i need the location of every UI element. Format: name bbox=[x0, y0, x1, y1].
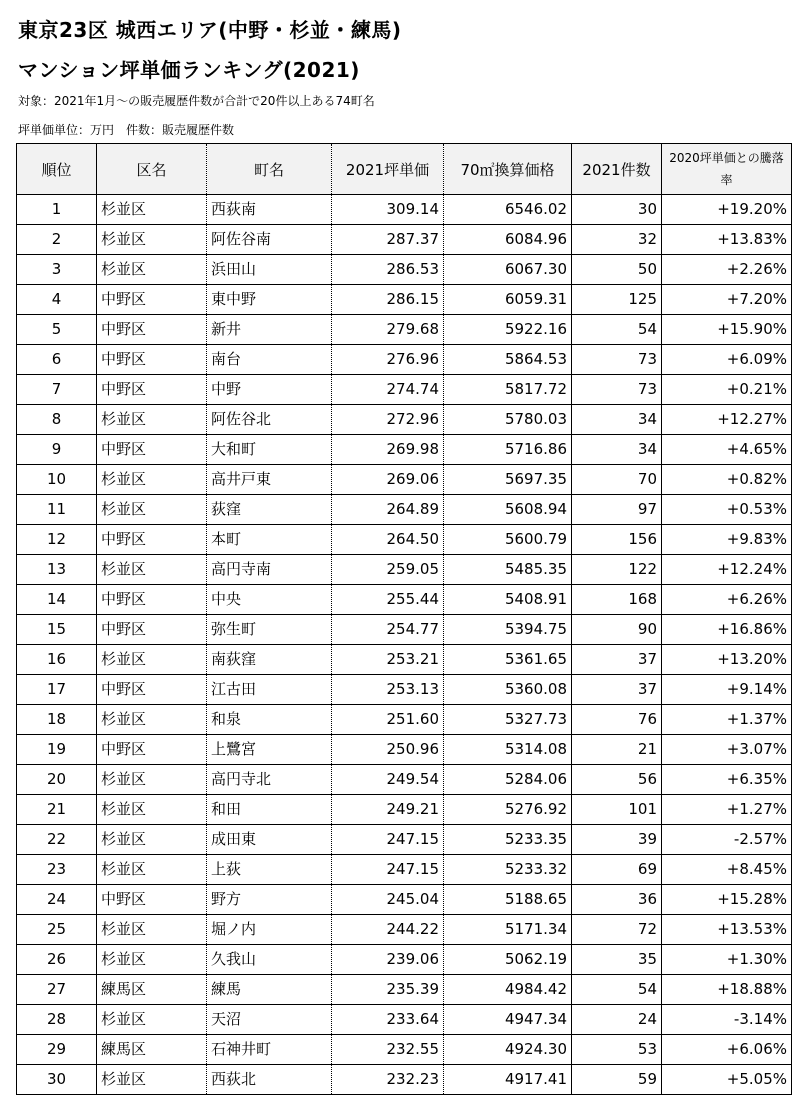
cell-rank: 29 bbox=[17, 1035, 97, 1065]
cell-rank: 19 bbox=[17, 735, 97, 765]
cell-change-rate: +0.82% bbox=[662, 465, 792, 495]
table-row bbox=[17, 855, 792, 885]
cell-rank: 9 bbox=[17, 435, 97, 465]
cell-change-rate: +8.45% bbox=[662, 855, 792, 885]
cell-price: 274.74 bbox=[332, 375, 444, 405]
cell-town: 成田東 bbox=[207, 825, 332, 855]
cell-price: 286.53 bbox=[332, 255, 444, 285]
cell-rank: 6 bbox=[17, 345, 97, 375]
cell-change-rate: +7.20% bbox=[662, 285, 792, 315]
cell-change-rate: +13.20% bbox=[662, 645, 792, 675]
cell-ward: 練馬区 bbox=[97, 975, 207, 1005]
cell-change-rate: +16.86% bbox=[662, 615, 792, 645]
cell-price: 279.68 bbox=[332, 315, 444, 345]
cell-rank: 4 bbox=[17, 285, 97, 315]
cell-estimate: 5716.86 bbox=[444, 435, 572, 465]
table-row bbox=[17, 435, 792, 465]
cell-count: 101 bbox=[572, 795, 662, 825]
cell-estimate: 5608.94 bbox=[444, 495, 572, 525]
cell-rank: 8 bbox=[17, 405, 97, 435]
cell-town: 新井 bbox=[207, 315, 332, 345]
cell-change-rate: +1.30% bbox=[662, 945, 792, 975]
cell-rank: 25 bbox=[17, 915, 97, 945]
cell-price: 239.06 bbox=[332, 945, 444, 975]
cell-ward: 杉並区 bbox=[97, 765, 207, 795]
cell-price: 232.23 bbox=[332, 1065, 444, 1095]
cell-ward: 杉並区 bbox=[97, 495, 207, 525]
cell-count: 73 bbox=[572, 345, 662, 375]
table-row bbox=[17, 675, 792, 705]
unit-note: 坪単価単位：万円 件数：販売履歴件数 bbox=[18, 123, 235, 137]
table-row bbox=[17, 1035, 792, 1065]
cell-price: 287.37 bbox=[332, 225, 444, 255]
cell-count: 56 bbox=[572, 765, 662, 795]
table-row bbox=[17, 885, 792, 915]
cell-change-rate: +1.27% bbox=[662, 795, 792, 825]
cell-rank: 3 bbox=[17, 255, 97, 285]
cell-town: 天沼 bbox=[207, 1005, 332, 1035]
table-row bbox=[17, 705, 792, 735]
cell-ward: 杉並区 bbox=[97, 405, 207, 435]
cell-rank: 14 bbox=[17, 585, 97, 615]
cell-estimate: 5276.92 bbox=[444, 795, 572, 825]
cell-change-rate: +15.90% bbox=[662, 315, 792, 345]
table-body bbox=[17, 195, 792, 1095]
cell-rank: 7 bbox=[17, 375, 97, 405]
cell-price: 264.50 bbox=[332, 525, 444, 555]
cell-ward: 練馬区 bbox=[97, 1035, 207, 1065]
cell-town: 南台 bbox=[207, 345, 332, 375]
table-row bbox=[17, 525, 792, 555]
cell-estimate: 5922.16 bbox=[444, 315, 572, 345]
cell-rank: 27 bbox=[17, 975, 97, 1005]
table-row bbox=[17, 195, 792, 225]
table-row bbox=[17, 615, 792, 645]
cell-change-rate: +9.14% bbox=[662, 675, 792, 705]
cell-estimate: 5485.35 bbox=[444, 555, 572, 585]
cell-count: 122 bbox=[572, 555, 662, 585]
cell-estimate: 5817.72 bbox=[444, 375, 572, 405]
cell-price: 245.04 bbox=[332, 885, 444, 915]
cell-change-rate: +2.26% bbox=[662, 255, 792, 285]
cell-rank: 5 bbox=[17, 315, 97, 345]
cell-estimate: 6059.31 bbox=[444, 285, 572, 315]
cell-ward: 杉並区 bbox=[97, 945, 207, 975]
table-row bbox=[17, 915, 792, 945]
cell-rank: 24 bbox=[17, 885, 97, 915]
cell-town: 高円寺南 bbox=[207, 555, 332, 585]
cell-estimate: 4947.34 bbox=[444, 1005, 572, 1035]
page-subtitle: マンション坪単価ランキング(2021) bbox=[18, 58, 360, 82]
page-title: 東京23区 城西エリア(中野・杉並・練馬) bbox=[18, 18, 402, 42]
cell-count: 54 bbox=[572, 975, 662, 1005]
cell-town: 中野 bbox=[207, 375, 332, 405]
cell-ward: 中野区 bbox=[97, 315, 207, 345]
cell-count: 35 bbox=[572, 945, 662, 975]
table-row bbox=[17, 1065, 792, 1095]
cell-ward: 杉並区 bbox=[97, 1005, 207, 1035]
cell-count: 37 bbox=[572, 675, 662, 705]
cell-town: 荻窪 bbox=[207, 495, 332, 525]
cell-town: 江古田 bbox=[207, 675, 332, 705]
cell-town: 大和町 bbox=[207, 435, 332, 465]
table-row bbox=[17, 735, 792, 765]
cell-price: 255.44 bbox=[332, 585, 444, 615]
cell-ward: 杉並区 bbox=[97, 1065, 207, 1095]
cell-town: 阿佐谷南 bbox=[207, 225, 332, 255]
cell-count: 72 bbox=[572, 915, 662, 945]
cell-ward: 杉並区 bbox=[97, 465, 207, 495]
cell-ward: 杉並区 bbox=[97, 195, 207, 225]
cell-change-rate: +0.53% bbox=[662, 495, 792, 525]
cell-change-rate: +5.05% bbox=[662, 1065, 792, 1095]
table-row bbox=[17, 315, 792, 345]
header-price: 2021坪単価 bbox=[332, 144, 444, 195]
cell-count: 37 bbox=[572, 645, 662, 675]
cell-estimate: 5284.06 bbox=[444, 765, 572, 795]
cell-rank: 11 bbox=[17, 495, 97, 525]
cell-ward: 中野区 bbox=[97, 585, 207, 615]
cell-town: 練馬 bbox=[207, 975, 332, 1005]
cell-price: 253.21 bbox=[332, 645, 444, 675]
cell-count: 53 bbox=[572, 1035, 662, 1065]
cell-change-rate: -2.57% bbox=[662, 825, 792, 855]
cell-estimate: 5327.73 bbox=[444, 705, 572, 735]
cell-count: 30 bbox=[572, 195, 662, 225]
cell-price: 309.14 bbox=[332, 195, 444, 225]
table-row bbox=[17, 225, 792, 255]
cell-count: 156 bbox=[572, 525, 662, 555]
cell-price: 269.06 bbox=[332, 465, 444, 495]
cell-ward: 杉並区 bbox=[97, 855, 207, 885]
table-row bbox=[17, 375, 792, 405]
cell-change-rate: -3.14% bbox=[662, 1005, 792, 1035]
cell-count: 34 bbox=[572, 405, 662, 435]
cell-town: 西荻南 bbox=[207, 195, 332, 225]
cell-price: 259.05 bbox=[332, 555, 444, 585]
cell-estimate: 5394.75 bbox=[444, 615, 572, 645]
cell-price: 232.55 bbox=[332, 1035, 444, 1065]
cell-price: 244.22 bbox=[332, 915, 444, 945]
cell-town: 阿佐谷北 bbox=[207, 405, 332, 435]
header-change-rate: 2020坪単価との騰落率 bbox=[662, 144, 792, 195]
cell-ward: 杉並区 bbox=[97, 795, 207, 825]
cell-change-rate: +1.37% bbox=[662, 705, 792, 735]
cell-ward: 中野区 bbox=[97, 525, 207, 555]
cell-change-rate: +3.07% bbox=[662, 735, 792, 765]
table-row bbox=[17, 585, 792, 615]
cell-change-rate: +6.26% bbox=[662, 585, 792, 615]
table-row bbox=[17, 345, 792, 375]
table-row bbox=[17, 255, 792, 285]
cell-estimate: 4924.30 bbox=[444, 1035, 572, 1065]
cell-ward: 中野区 bbox=[97, 675, 207, 705]
cell-ward: 杉並区 bbox=[97, 915, 207, 945]
cell-town: 堀ノ内 bbox=[207, 915, 332, 945]
header-rank: 順位 bbox=[17, 144, 97, 195]
cell-town: 本町 bbox=[207, 525, 332, 555]
cell-change-rate: +19.20% bbox=[662, 195, 792, 225]
cell-count: 50 bbox=[572, 255, 662, 285]
scope-note: 対象：2021年1月～の販売履歴件数が合計で20件以上ある74町名 bbox=[18, 94, 375, 108]
cell-rank: 15 bbox=[17, 615, 97, 645]
cell-price: 253.13 bbox=[332, 675, 444, 705]
cell-count: 24 bbox=[572, 1005, 662, 1035]
cell-estimate: 5171.34 bbox=[444, 915, 572, 945]
cell-ward: 杉並区 bbox=[97, 645, 207, 675]
cell-town: 高井戸東 bbox=[207, 465, 332, 495]
cell-count: 36 bbox=[572, 885, 662, 915]
cell-price: 233.64 bbox=[332, 1005, 444, 1035]
table-row bbox=[17, 495, 792, 525]
cell-ward: 中野区 bbox=[97, 375, 207, 405]
table-row bbox=[17, 945, 792, 975]
cell-price: 276.96 bbox=[332, 345, 444, 375]
cell-rank: 10 bbox=[17, 465, 97, 495]
cell-count: 73 bbox=[572, 375, 662, 405]
cell-rank: 21 bbox=[17, 795, 97, 825]
cell-estimate: 4917.41 bbox=[444, 1065, 572, 1095]
cell-estimate: 6084.96 bbox=[444, 225, 572, 255]
cell-town: 南荻窪 bbox=[207, 645, 332, 675]
cell-estimate: 5062.19 bbox=[444, 945, 572, 975]
cell-change-rate: +6.09% bbox=[662, 345, 792, 375]
cell-count: 54 bbox=[572, 315, 662, 345]
cell-count: 39 bbox=[572, 825, 662, 855]
cell-estimate: 5360.08 bbox=[444, 675, 572, 705]
table-row bbox=[17, 555, 792, 585]
cell-ward: 杉並区 bbox=[97, 255, 207, 285]
cell-ward: 中野区 bbox=[97, 735, 207, 765]
cell-price: 235.39 bbox=[332, 975, 444, 1005]
cell-count: 21 bbox=[572, 735, 662, 765]
cell-rank: 18 bbox=[17, 705, 97, 735]
table-row bbox=[17, 825, 792, 855]
cell-town: 弥生町 bbox=[207, 615, 332, 645]
cell-ward: 中野区 bbox=[97, 885, 207, 915]
cell-estimate: 5188.65 bbox=[444, 885, 572, 915]
cell-town: 久我山 bbox=[207, 945, 332, 975]
cell-change-rate: +12.27% bbox=[662, 405, 792, 435]
cell-town: 上荻 bbox=[207, 855, 332, 885]
cell-town: 和田 bbox=[207, 795, 332, 825]
cell-ward: 杉並区 bbox=[97, 225, 207, 255]
table-header-row bbox=[17, 144, 792, 195]
cell-estimate: 6546.02 bbox=[444, 195, 572, 225]
cell-change-rate: +18.88% bbox=[662, 975, 792, 1005]
cell-estimate: 5600.79 bbox=[444, 525, 572, 555]
table-row bbox=[17, 1005, 792, 1035]
cell-change-rate: +13.53% bbox=[662, 915, 792, 945]
cell-change-rate: +13.83% bbox=[662, 225, 792, 255]
cell-rank: 23 bbox=[17, 855, 97, 885]
cell-estimate: 5864.53 bbox=[444, 345, 572, 375]
cell-count: 34 bbox=[572, 435, 662, 465]
cell-ward: 杉並区 bbox=[97, 705, 207, 735]
header-estimate: 70㎡換算価格 bbox=[444, 144, 572, 195]
table-row bbox=[17, 765, 792, 795]
cell-count: 32 bbox=[572, 225, 662, 255]
table-row bbox=[17, 285, 792, 315]
cell-price: 250.96 bbox=[332, 735, 444, 765]
cell-price: 249.21 bbox=[332, 795, 444, 825]
cell-change-rate: +15.28% bbox=[662, 885, 792, 915]
cell-ward: 杉並区 bbox=[97, 825, 207, 855]
cell-price: 251.60 bbox=[332, 705, 444, 735]
cell-rank: 30 bbox=[17, 1065, 97, 1095]
cell-rank: 17 bbox=[17, 675, 97, 705]
cell-estimate: 5361.65 bbox=[444, 645, 572, 675]
header-town: 町名 bbox=[207, 144, 332, 195]
cell-count: 125 bbox=[572, 285, 662, 315]
cell-count: 59 bbox=[572, 1065, 662, 1095]
cell-price: 269.98 bbox=[332, 435, 444, 465]
cell-price: 272.96 bbox=[332, 405, 444, 435]
cell-rank: 12 bbox=[17, 525, 97, 555]
cell-rank: 16 bbox=[17, 645, 97, 675]
cell-count: 168 bbox=[572, 585, 662, 615]
cell-change-rate: +6.06% bbox=[662, 1035, 792, 1065]
cell-rank: 22 bbox=[17, 825, 97, 855]
cell-estimate: 5233.32 bbox=[444, 855, 572, 885]
cell-count: 76 bbox=[572, 705, 662, 735]
table-row bbox=[17, 795, 792, 825]
cell-estimate: 5233.35 bbox=[444, 825, 572, 855]
cell-town: 中央 bbox=[207, 585, 332, 615]
cell-town: 上鷺宮 bbox=[207, 735, 332, 765]
table-row bbox=[17, 405, 792, 435]
header-ward: 区名 bbox=[97, 144, 207, 195]
cell-count: 69 bbox=[572, 855, 662, 885]
cell-rank: 13 bbox=[17, 555, 97, 585]
cell-price: 247.15 bbox=[332, 855, 444, 885]
cell-rank: 2 bbox=[17, 225, 97, 255]
cell-rank: 26 bbox=[17, 945, 97, 975]
cell-rank: 20 bbox=[17, 765, 97, 795]
table-row bbox=[17, 465, 792, 495]
cell-change-rate: +9.83% bbox=[662, 525, 792, 555]
cell-town: 西荻北 bbox=[207, 1065, 332, 1095]
cell-estimate: 5780.03 bbox=[444, 405, 572, 435]
cell-change-rate: +4.65% bbox=[662, 435, 792, 465]
cell-town: 野方 bbox=[207, 885, 332, 915]
table-row bbox=[17, 975, 792, 1005]
cell-count: 97 bbox=[572, 495, 662, 525]
cell-rank: 28 bbox=[17, 1005, 97, 1035]
cell-price: 286.15 bbox=[332, 285, 444, 315]
cell-price: 264.89 bbox=[332, 495, 444, 525]
cell-estimate: 4984.42 bbox=[444, 975, 572, 1005]
cell-change-rate: +12.24% bbox=[662, 555, 792, 585]
cell-ward: 中野区 bbox=[97, 615, 207, 645]
cell-price: 254.77 bbox=[332, 615, 444, 645]
cell-town: 高円寺北 bbox=[207, 765, 332, 795]
cell-ward: 中野区 bbox=[97, 285, 207, 315]
cell-town: 和泉 bbox=[207, 705, 332, 735]
cell-rank: 1 bbox=[17, 195, 97, 225]
table-row bbox=[17, 645, 792, 675]
cell-change-rate: +0.21% bbox=[662, 375, 792, 405]
header-count: 2021件数 bbox=[572, 144, 662, 195]
cell-estimate: 5314.08 bbox=[444, 735, 572, 765]
cell-ward: 中野区 bbox=[97, 345, 207, 375]
cell-change-rate: +6.35% bbox=[662, 765, 792, 795]
cell-town: 浜田山 bbox=[207, 255, 332, 285]
cell-price: 247.15 bbox=[332, 825, 444, 855]
cell-ward: 杉並区 bbox=[97, 555, 207, 585]
cell-estimate: 5697.35 bbox=[444, 465, 572, 495]
cell-town: 石神井町 bbox=[207, 1035, 332, 1065]
cell-price: 249.54 bbox=[332, 765, 444, 795]
cell-ward: 中野区 bbox=[97, 435, 207, 465]
ranking-table bbox=[16, 143, 792, 1095]
cell-count: 90 bbox=[572, 615, 662, 645]
cell-count: 70 bbox=[572, 465, 662, 495]
cell-estimate: 6067.30 bbox=[444, 255, 572, 285]
cell-estimate: 5408.91 bbox=[444, 585, 572, 615]
cell-town: 東中野 bbox=[207, 285, 332, 315]
